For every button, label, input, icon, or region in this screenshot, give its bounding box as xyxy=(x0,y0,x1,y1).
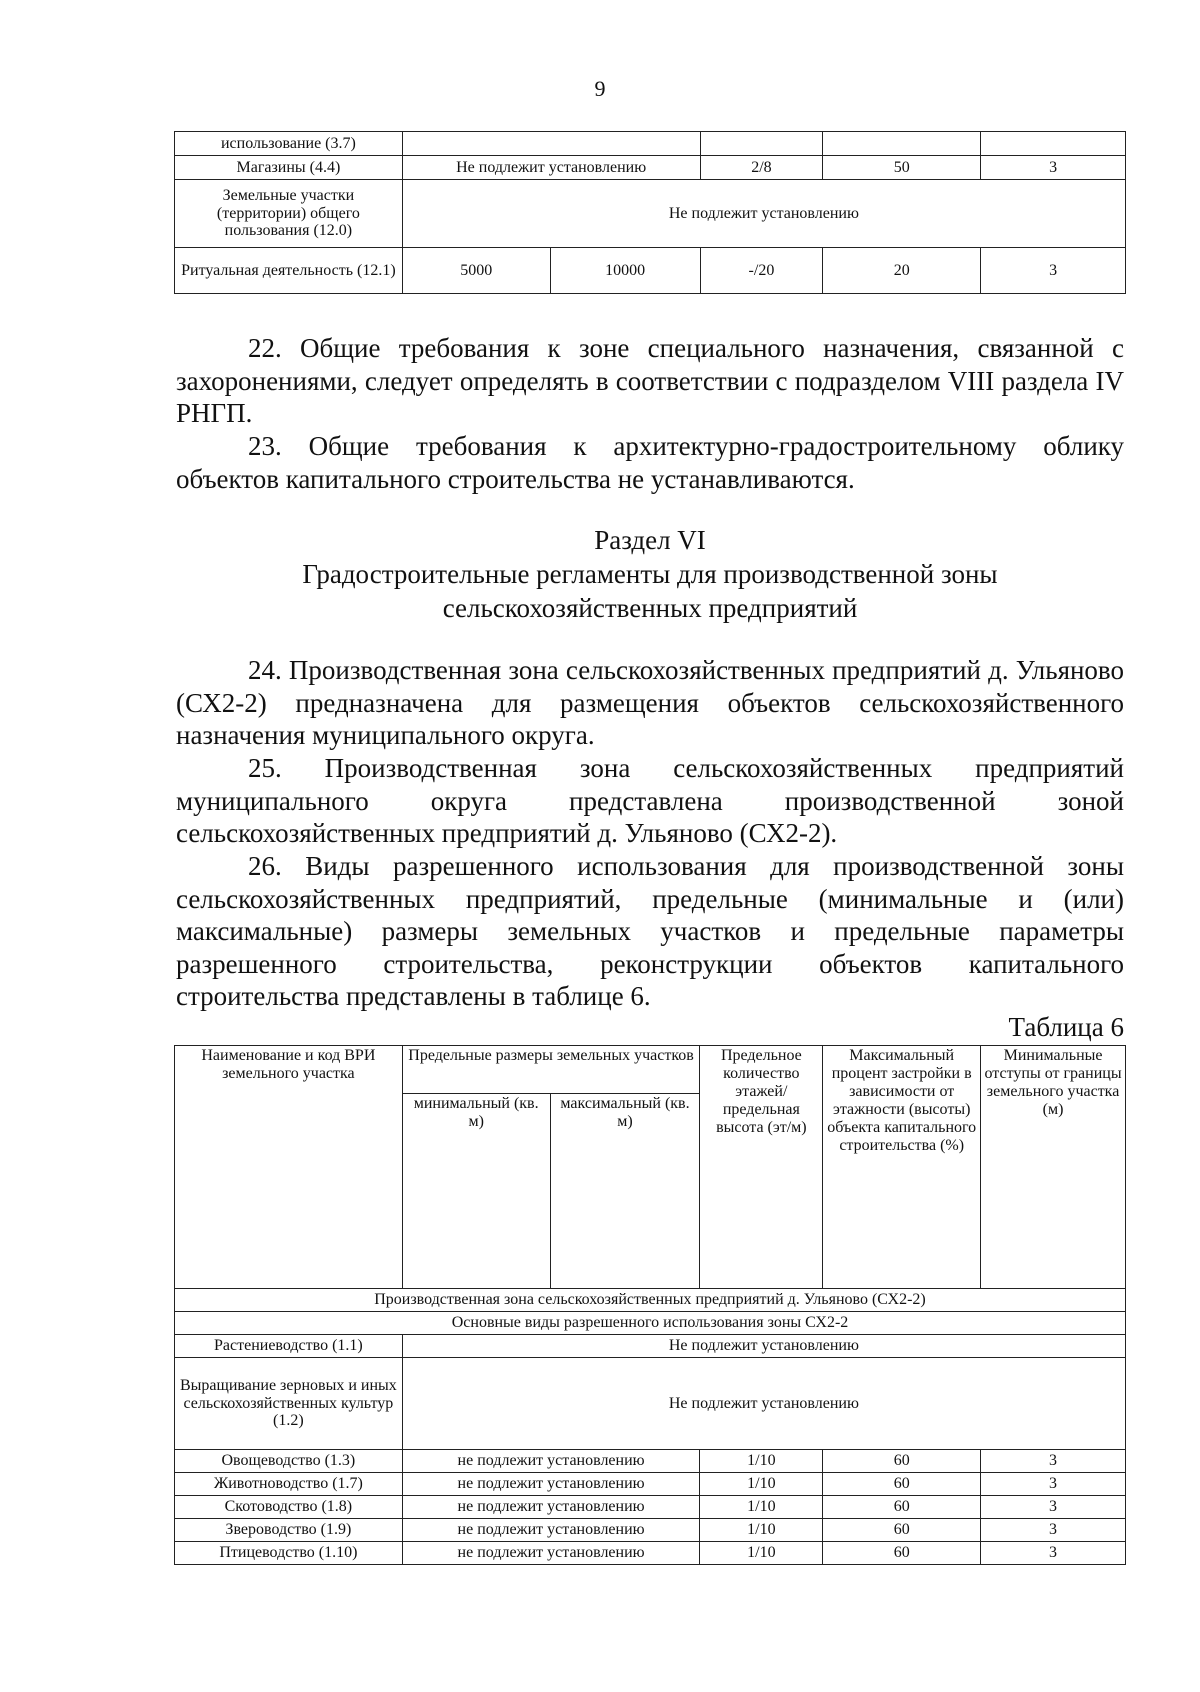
table-cell xyxy=(823,132,981,156)
zone-title: Производственная зона сельскохозяйственных предприятий д. Ульяново (СХ2-2) xyxy=(175,1289,1126,1312)
table-row xyxy=(175,1542,1126,1565)
table-cell: Звероводство (1.9) xyxy=(175,1519,403,1542)
table-row xyxy=(175,1473,1126,1496)
paragraph-24: 24. Производственная зона сельскохозяйственных предприятий д. Ульяново (СХ2-2) предназначена для размещения объектов сельскохозяйственного назначения муниципального округа. xyxy=(176,655,1124,750)
header-min: минимальный (кв. м) xyxy=(402,1094,550,1289)
header-setback: Минимальные отступы от границы земельного участка (м) xyxy=(981,1046,1126,1289)
table-top-continuation xyxy=(174,131,1126,294)
table-cell: 1/10 xyxy=(700,1450,823,1473)
table-cell: Выращивание зерновых и иных сельскохозяйственных культур (1.2) xyxy=(175,1358,403,1450)
table-cell: не подлежит установлению xyxy=(402,1450,700,1473)
header-floors: Предельное количество этажей/ предельная высота (эт/м) xyxy=(700,1046,823,1289)
table-cell: Ритуальная деятельность (12.1) xyxy=(175,248,403,294)
table-cell: 60 xyxy=(823,1519,981,1542)
table-cell: 3 xyxy=(981,1450,1126,1473)
table-caption: Таблица 6 xyxy=(1008,1012,1124,1042)
table-cell: 50 xyxy=(823,156,981,180)
table-row xyxy=(175,1335,1126,1358)
table-cell: использование (3.7) xyxy=(175,132,403,156)
table-cell: -/20 xyxy=(700,248,823,294)
table-cell: 1/10 xyxy=(700,1473,823,1496)
table-row xyxy=(175,1519,1126,1542)
table-cell: 60 xyxy=(823,1450,981,1473)
section-title-line-1: Градостроительные регламенты для производственной зоны xyxy=(302,559,998,589)
header-sizes: Предельные размеры земельных участков xyxy=(402,1046,700,1094)
table-6 xyxy=(174,1045,1126,1565)
table-cell-merged: Не подлежит установлению xyxy=(402,180,1125,248)
table-cell: 3 xyxy=(981,248,1126,294)
table-cell: Не подлежит установлению xyxy=(402,156,700,180)
table-cell: не подлежит установлению xyxy=(402,1542,700,1565)
table-cell: 3 xyxy=(981,1519,1126,1542)
table-row xyxy=(175,1358,1126,1450)
section-title-line-2: сельскохозяйственных предприятий xyxy=(442,593,858,623)
subheading-row xyxy=(175,1312,1126,1335)
table-cell xyxy=(402,132,700,156)
table-cell: Скотоводство (1.8) xyxy=(175,1496,403,1519)
subheading: Основные виды разрешенного использования зоны СХ2-2 xyxy=(175,1312,1126,1335)
paragraph-22: 22. Общие требования к зоне специального назначения, связанной с захоронениями, следует определять в соответствии с подразделом VIII раздела IV РНГП. xyxy=(176,333,1124,428)
section-heading: Раздел VI xyxy=(594,525,706,555)
table-cell: 60 xyxy=(823,1496,981,1519)
header-percent: Максимальный процент застройки в зависимости от этажности (высоты) объекта капитального строительства (%) xyxy=(823,1046,981,1289)
header-max: максимальный (кв. м) xyxy=(550,1094,700,1289)
table-cell-merged: Не подлежит установлению xyxy=(402,1335,1125,1358)
table-row xyxy=(175,180,1126,248)
page-number: 9 xyxy=(594,76,606,101)
table-row xyxy=(175,1450,1126,1473)
table-cell: 1/10 xyxy=(700,1519,823,1542)
table-row xyxy=(175,156,1126,180)
table-cell: 10000 xyxy=(550,248,700,294)
paragraph-25: 25. Производственная зона сельскохозяйственных предприятий муниципального округа представлена производственной зоной сельскохозяйственных предприятий д. Ульяново (СХ2-2). xyxy=(176,753,1124,848)
paragraph-26: 26. Виды разрешенного использования для производственной зоны сельскохозяйственных предприятий, предельные (минимальные и (или) максимальные) размеры земельных участков и предельные параметры разрешенного строительства, реконструкции объектов капитального строительства представлены в таблице 6. xyxy=(176,851,1124,1011)
table-cell: Птицеводство (1.10) xyxy=(175,1542,403,1565)
zone-title-row xyxy=(175,1289,1126,1312)
table-cell-merged: Не подлежит установлению xyxy=(402,1358,1125,1450)
paragraph-23: 23. Общие требования к архитектурно-градостроительному облику объектов капитального строительства не устанавливаются. xyxy=(176,431,1124,494)
table-cell: 1/10 xyxy=(700,1542,823,1565)
table-cell: 20 xyxy=(823,248,981,294)
table-cell: 3 xyxy=(981,1542,1126,1565)
table-header-row xyxy=(175,1046,1126,1094)
table-cell: не подлежит установлению xyxy=(402,1519,700,1542)
table-cell: 3 xyxy=(981,1496,1126,1519)
table-row xyxy=(175,248,1126,294)
table-cell: Растениеводство (1.1) xyxy=(175,1335,403,1358)
table-cell: 3 xyxy=(981,1473,1126,1496)
table-cell xyxy=(981,132,1126,156)
table-cell xyxy=(700,132,823,156)
table-cell: 2/8 xyxy=(700,156,823,180)
table-cell: не подлежит установлению xyxy=(402,1473,700,1496)
table-cell: 60 xyxy=(823,1542,981,1565)
table-row xyxy=(175,132,1126,156)
table-cell: Животноводство (1.7) xyxy=(175,1473,403,1496)
table-cell: 1/10 xyxy=(700,1496,823,1519)
header-name: Наименование и код ВРИ земельного участка xyxy=(175,1046,403,1289)
table-cell: 60 xyxy=(823,1473,981,1496)
table-cell: Земельные участки (территории) общего пользования (12.0) xyxy=(175,180,403,248)
table-cell: Магазины (4.4) xyxy=(175,156,403,180)
table-row xyxy=(175,1496,1126,1519)
table-cell: не подлежит установлению xyxy=(402,1496,700,1519)
table-cell: 5000 xyxy=(402,248,550,294)
table-cell: 3 xyxy=(981,156,1126,180)
table-cell: Овощеводство (1.3) xyxy=(175,1450,403,1473)
